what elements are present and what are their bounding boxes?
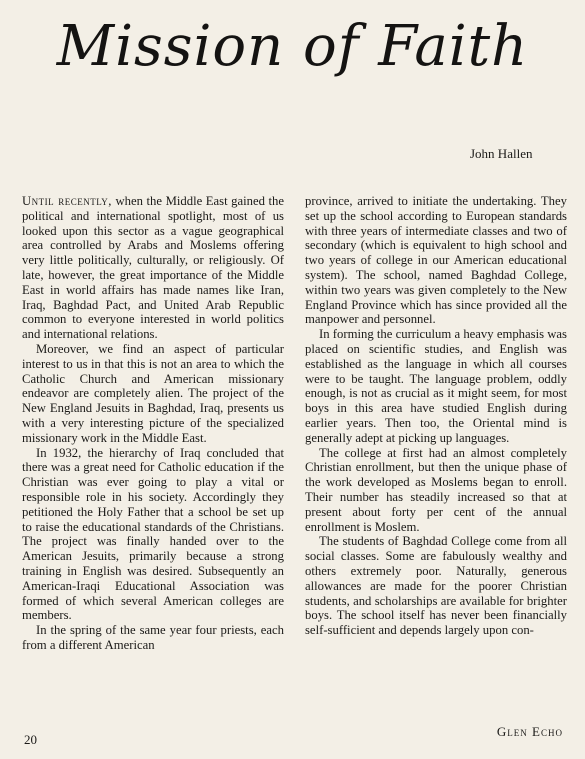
author-byline: John Hallen xyxy=(470,146,533,161)
paragraph: In forming the curriculum a heavy emphasis was placed on scientific studies, and English was established as the language in which all courses were to be taught. The language problem, oddly enough, is not as crucial as it might seem, for most boys in this area have studied English during earlier years. Then too, the Oriental mind is generally adept at picking up languages. xyxy=(305,327,567,445)
lead-in: Until recently, xyxy=(22,194,112,208)
paragraph-text: when the Middle East gained the political and international spotlight, most of us looked upon this sector as a vague geographical area controlled by Arabs and Moslems offering very little politically, culturally, or religiously. Of late, however, the great importance of the Middle East in world affairs has made names like Iran, Iraq, Baghdad Pact, and United Arab Republic common to everyone interested in world politics and international relations. xyxy=(22,194,285,342)
right-column xyxy=(305,194,567,638)
paragraph: In 1932, the hierarchy of Iraq concluded that there was a great need for Catholic education if the Christian was ever going to play a vital or responsible role in his society. Accordingly they petitioned the Holy Father that a school be set up to raise the educational standards of the Christians. The project was finally handed over to the American Jesuits, primarily because a strong training in English was desired. Subsequently an American-Iraqi Educational Association was formed of which several American colleges are members. xyxy=(22,445,284,623)
page-number: 20 xyxy=(24,732,37,747)
left-column xyxy=(22,194,284,653)
paragraph: province, arrived to initiate the undertaking. They set up the school according to European standards with three years of intermediate classes and two of secondary (which is equivalent to high school and two years of college in our American educational system). The school, named Baghdad College, within two years was given completely to the New England Province which has since provided all the manpower and personnel. xyxy=(305,194,567,327)
paragraph: The students of Baghdad College come from all social classes. Some are fabulously wealthy and others extremely poor. Naturally, generous allowances are made for the poorer Christian students, and scholarships are available for brighter boys. The school itself has never been financially self-sufficient and depends largely upon con- xyxy=(305,534,567,638)
paragraph: The college at first had an almost completely Christian enrollment, but then the unique phase of the work developed as Moslems began to enroll. Their number has steadily increased so that at present about forty per cent of the annual enrollment is Moslem. xyxy=(305,445,567,534)
paragraph xyxy=(22,194,284,342)
paragraph: In the spring of the same year four priests, each from a different American xyxy=(22,623,284,652)
magazine-name: Glen Echo xyxy=(496,724,563,739)
paragraph: Moreover, we find an aspect of particular interest to us in that this is not an area to which the Catholic Church and American missionary endeavor are completely alien. The project of the New England Jesuits in Baghdad, Iraq, presents us with a very interesting picture of the specialized missionary work in the Middle East. xyxy=(22,341,284,445)
article-title: Mission of Faith xyxy=(56,14,529,79)
